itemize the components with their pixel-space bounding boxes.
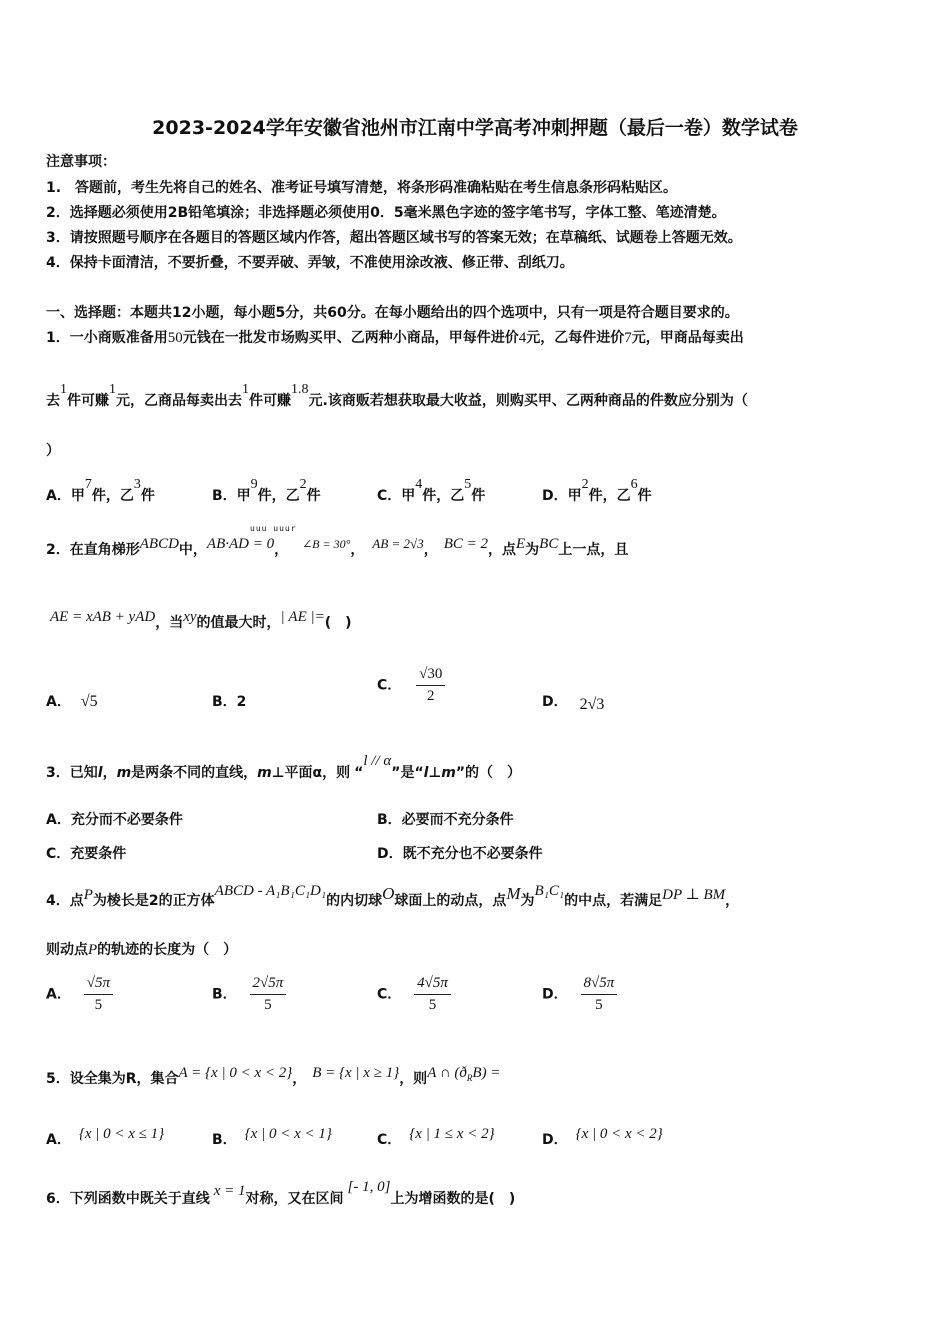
question-2-line-1: 2．在直角梯形ABCD中，AB·AD = 0， ∠B = 30°， AB = 2√3， BC = 2，点E为BC上一点，且 <box>46 536 629 558</box>
question-4-line-1: 4．点P为棱长是2的正方体ABCD - A₁B₁C₁D₁的内切球O球面上的动点，点M为B₁C₁的中点，若满足DP ⊥ BM， <box>46 883 740 909</box>
option-d: D．既不充分也不必要条件 <box>377 846 543 862</box>
question-6-stem: 6．下列函数中既关于直线 x = 1对称，又在区间[- 1, 0]上为增函数的是( ) <box>46 1179 516 1207</box>
option-a: A． √5 <box>46 693 98 710</box>
notice-item: 1. 答题前，考生先将自己的姓名、准考证号填写清楚，将条形码准确粘贴在考生信息条形码粘贴区。 <box>46 180 678 196</box>
notice-heading: 注意事项： <box>46 154 116 170</box>
notice-item: 3．请按照题号顺序在各题目的答题区域内作答，超出答题区域书写的答案无效；在草稿纸、试题卷上答题无效。 <box>46 230 742 246</box>
section-heading: 一、选择题：本题共12小题，每小题5分，共60分。在每小题给出的四个选项中，只有一项是符合题目要求的。 <box>46 305 739 321</box>
option-a: A． $\frac{√5\pi}{5}$ <box>46 975 113 1014</box>
option-c: C． {x | 1 ≤ x < 2} <box>377 1126 495 1148</box>
question-3-stem: 3．已知l，m是两条不同的直线，m⊥平面α，则 “l // α”是“l⊥m”的（ ） <box>46 753 522 781</box>
exam-title: 2023-2024学年安徽省池州市江南中学高考冲刺押题（最后一卷）数学试卷 <box>152 117 798 139</box>
option-b: B． $\frac{2√5\pi}{5}$ <box>212 975 286 1014</box>
option-b: B．必要而不充分条件 <box>377 812 514 828</box>
vector-arrow-marks: uuu uuur <box>250 524 297 533</box>
option-d: D． 2√3 <box>542 694 605 713</box>
question-1-line-3: ） <box>46 443 60 459</box>
option-d: D． {x | 0 < x < 2} <box>542 1126 663 1148</box>
option-c: C．甲4件，乙5件 <box>377 477 486 504</box>
option-a: A．甲7件，乙3件 <box>46 477 155 504</box>
notice-item: 2．选择题必须使用2B铅笔填涂；非选择题必须使用0．5毫米黑色字迹的签字笔书写，字体工整、笔迹清楚。 <box>46 205 726 221</box>
option-b: B． {x | 0 < x < 1} <box>212 1126 332 1148</box>
option-b: B．甲9件，乙2件 <box>212 477 321 504</box>
question-2-line-2: AE = xAB + yAD，当xy的值最大时，| AE |=( ) <box>50 609 352 631</box>
question-4-line-2: 则动点P的轨迹的长度为（ ） <box>46 942 238 958</box>
notice-item: 4．保持卡面清洁，不要折叠，不要弄破、弄皱，不准使用涂改液、修正带、刮纸刀。 <box>46 255 574 271</box>
option-c: C． $\frac{4√5\pi}{5}$ <box>377 975 451 1014</box>
question-5-stem: 5．设全集为R，集合A = {x | 0 < x < 2}， B = {x | x ≥ 1}，则A ∩ (ðRB) = <box>46 1065 501 1087</box>
option-b: B．2 <box>212 694 247 710</box>
option-a: A．充分而不必要条件 <box>46 812 183 828</box>
question-1-line-2: 去1件可赚1元，乙商品每卖出去1件可赚1.8元.该商贩若想获取最大收益，则购买甲、乙两种商品的件数应分别为（ <box>46 382 748 409</box>
option-a: A． {x | 0 < x ≤ 1} <box>46 1126 165 1148</box>
option-c: C．充要条件 <box>46 846 127 862</box>
option-d: D． $\frac{8√5\pi}{5}$ <box>542 975 617 1014</box>
question-1-line-1: 1．一小商贩准备用50元钱在一批发市场购买甲、乙两种小商品，甲每件进价4元，乙每件进价7元，甲商品每卖出 <box>46 330 744 346</box>
option-c: C． $\frac{√30}{2}$ <box>377 666 445 705</box>
option-d: D．甲2件，乙6件 <box>542 477 652 504</box>
